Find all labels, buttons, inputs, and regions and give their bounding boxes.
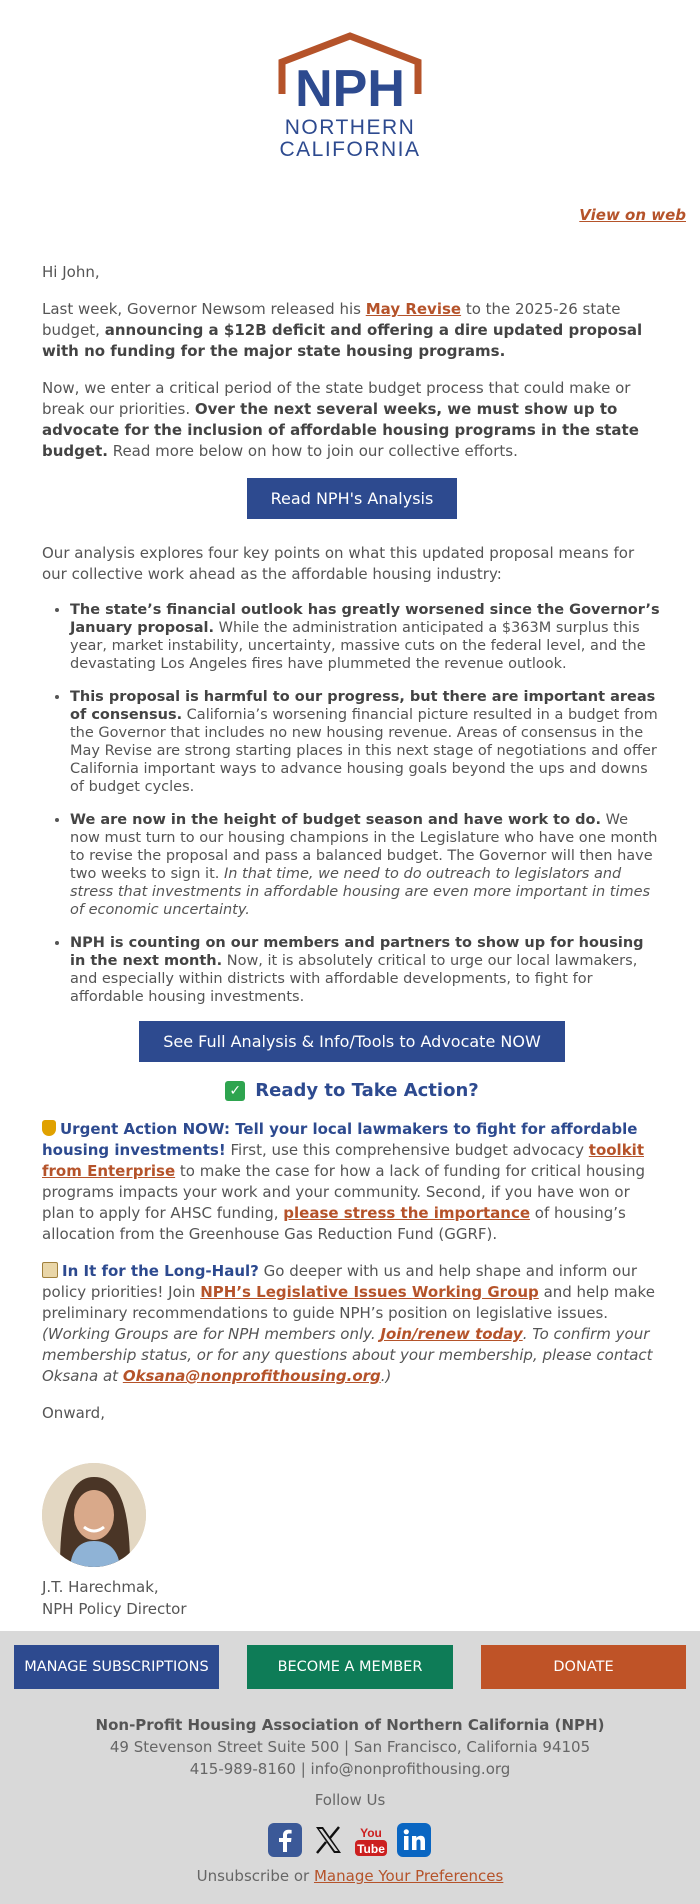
become-member-button[interactable]: BECOME A MEMBER bbox=[247, 1645, 453, 1689]
social-links bbox=[268, 1823, 432, 1857]
donate-button[interactable]: DONATE bbox=[481, 1645, 686, 1689]
list-item: • The state’s financial outlook has greatly worsened since the Governor’s January proposal. While the administration anticipated a $363M surplus this year, market instability, uncertainty, massive cuts on the federal level, and the devastating Los Angeles fires have plummeted the revenue outlook. bbox=[70, 601, 662, 673]
house-roof-icon bbox=[270, 32, 430, 162]
org-contact: 415-989-8160 | info@nonprofithousing.org bbox=[189, 1760, 511, 1778]
check-mark-icon: ✓ bbox=[225, 1081, 245, 1101]
manage-preferences-link[interactable]: Manage Your Preferences bbox=[313, 1867, 504, 1885]
manage-subscriptions-button[interactable]: MANAGE SUBSCRIPTIONS bbox=[14, 1645, 219, 1689]
full-analysis-button[interactable]: See Full Analysis & Info/Tools to Advocate NOW bbox=[139, 1021, 565, 1062]
org-info bbox=[0, 1714, 700, 1780]
facebook-icon[interactable] bbox=[268, 1823, 302, 1857]
toolkit-enterprise-link[interactable]: toolkit from Enterprise bbox=[42, 1141, 644, 1180]
org-name: Non-Profit Housing Association of Northern California (NPH) bbox=[95, 1716, 605, 1734]
avatar bbox=[42, 1463, 146, 1567]
footer bbox=[0, 1631, 700, 1904]
follow-us-label: Follow Us bbox=[314, 1791, 386, 1809]
scroll-icon bbox=[42, 1262, 58, 1278]
urgent-action-paragraph: Urgent Action NOW: Tell your local lawmakers to fight for affordable housing investments! First, use this comprehensive budget advocacy toolkit from Enterprise to make the case for how a lack of funding for critical housing programs impacts your work and your community. Second, if you have won or plan to apply for AHSC funding, please stress the importance of housing’s allocation from the Greenhouse Gas Reduction Fund (GGRF). bbox=[42, 1120, 646, 1243]
long-haul-paragraph: In It for the Long-Haul? Go deeper with us and help shape and inform our policy priorities! Join NPH’s Legislative Issues Working Group and help make preliminary recommendations to guide NPH’s position on legislative issues. (Working Groups are for NPH members only. Join/renew today. To confirm your membership status, or for any questions about your membership, please contact Oksana at Oksana@nonprofithousing.org.) bbox=[42, 1262, 655, 1385]
may-revise-link[interactable]: May Revise bbox=[365, 300, 462, 318]
list-item: • NPH is counting on our members and partners to show up for housing in the next month. Now, it is absolutely critical to urge our local lawmakers, and especially within districts with affordable developments, to fight for affordable housing investments. bbox=[70, 934, 662, 1006]
ready-heading: ✓ Ready to Take Action? bbox=[42, 1080, 662, 1101]
intro-paragraph: Last week, Governor Newsom released his May Revise to the 2025-26 state budget, announcing a $12B deficit and offering a dire updated proposal with no funding for the major state housing programs. bbox=[42, 300, 643, 360]
analysis-intro: Our analysis explores four key points on what this updated proposal means for our collective work ahead as the affordable housing industry: bbox=[42, 544, 635, 583]
stress-importance-link[interactable]: please stress the importance bbox=[283, 1204, 531, 1222]
oksana-email-link[interactable]: Oksana@nonprofithousing.org bbox=[122, 1367, 381, 1385]
full-analysis-button-wrap bbox=[42, 1021, 662, 1062]
view-on-web-link[interactable]: View on web bbox=[579, 206, 686, 224]
logo-main-text: NPH bbox=[295, 60, 405, 118]
join-renew-link[interactable]: Join/renew today bbox=[380, 1325, 523, 1343]
greeting: Hi John, bbox=[42, 263, 100, 281]
key-points-list bbox=[70, 601, 662, 1006]
closing: Onward, bbox=[42, 1404, 105, 1422]
x-icon[interactable] bbox=[311, 1823, 345, 1857]
linkedin-icon[interactable] bbox=[397, 1823, 431, 1857]
unsubscribe-line: Unsubscribe or Manage Your Preferences bbox=[196, 1867, 504, 1885]
critical-period-paragraph: Now, we enter a critical period of the state budget process that could make or break our priorities. Over the next several weeks, we must show up to advocate for the inclusion of affordable housing programs in the state budget. Read more below on how to join our collective efforts. bbox=[42, 379, 639, 460]
logo-line1: NORTHERN bbox=[284, 116, 416, 139]
nph-logo[interactable] bbox=[270, 32, 430, 162]
email-body bbox=[42, 262, 662, 1440]
org-address: 49 Stevenson Street Suite 500 | San Francisco, California 94105 bbox=[109, 1738, 591, 1756]
read-analysis-button[interactable]: Read NPH's Analysis bbox=[247, 478, 458, 519]
list-item: • This proposal is harmful to our progress, but there are important areas of consensus. California’s worsening financial picture resulted in a budget from the Governor that includes no new housing revenue. Areas of consensus in the May Revise are strong starting places in this next stage of negotiations and offer California important ways to advance housing goals beyond the ups and downs of budget cycles. bbox=[70, 688, 662, 796]
logo-line2: CALIFORNIA bbox=[279, 138, 421, 161]
sig-name: J.T. Harechmak, bbox=[42, 1578, 159, 1596]
working-group-link[interactable]: NPH’s Legislative Issues Working Group bbox=[200, 1283, 539, 1301]
svg-text:You: You bbox=[360, 1826, 382, 1840]
shield-icon bbox=[42, 1120, 56, 1136]
svg-text:Tube: Tube bbox=[357, 1842, 385, 1856]
sig-title: NPH Policy Director bbox=[42, 1600, 187, 1618]
youtube-icon[interactable] bbox=[354, 1823, 388, 1857]
analysis-button-wrap bbox=[42, 478, 662, 519]
signature bbox=[42, 1576, 187, 1620]
list-item: • We are now in the height of budget season and have work to do. We now must turn to our housing champions in the Legislature who have one month to revise the proposal and pass a balanced budget. The Governor will then have two weeks to sign it. In that time, we need to do outreach to legislators and stress that investments in affordable housing are even more important in times of economic uncertainty. bbox=[70, 811, 662, 919]
